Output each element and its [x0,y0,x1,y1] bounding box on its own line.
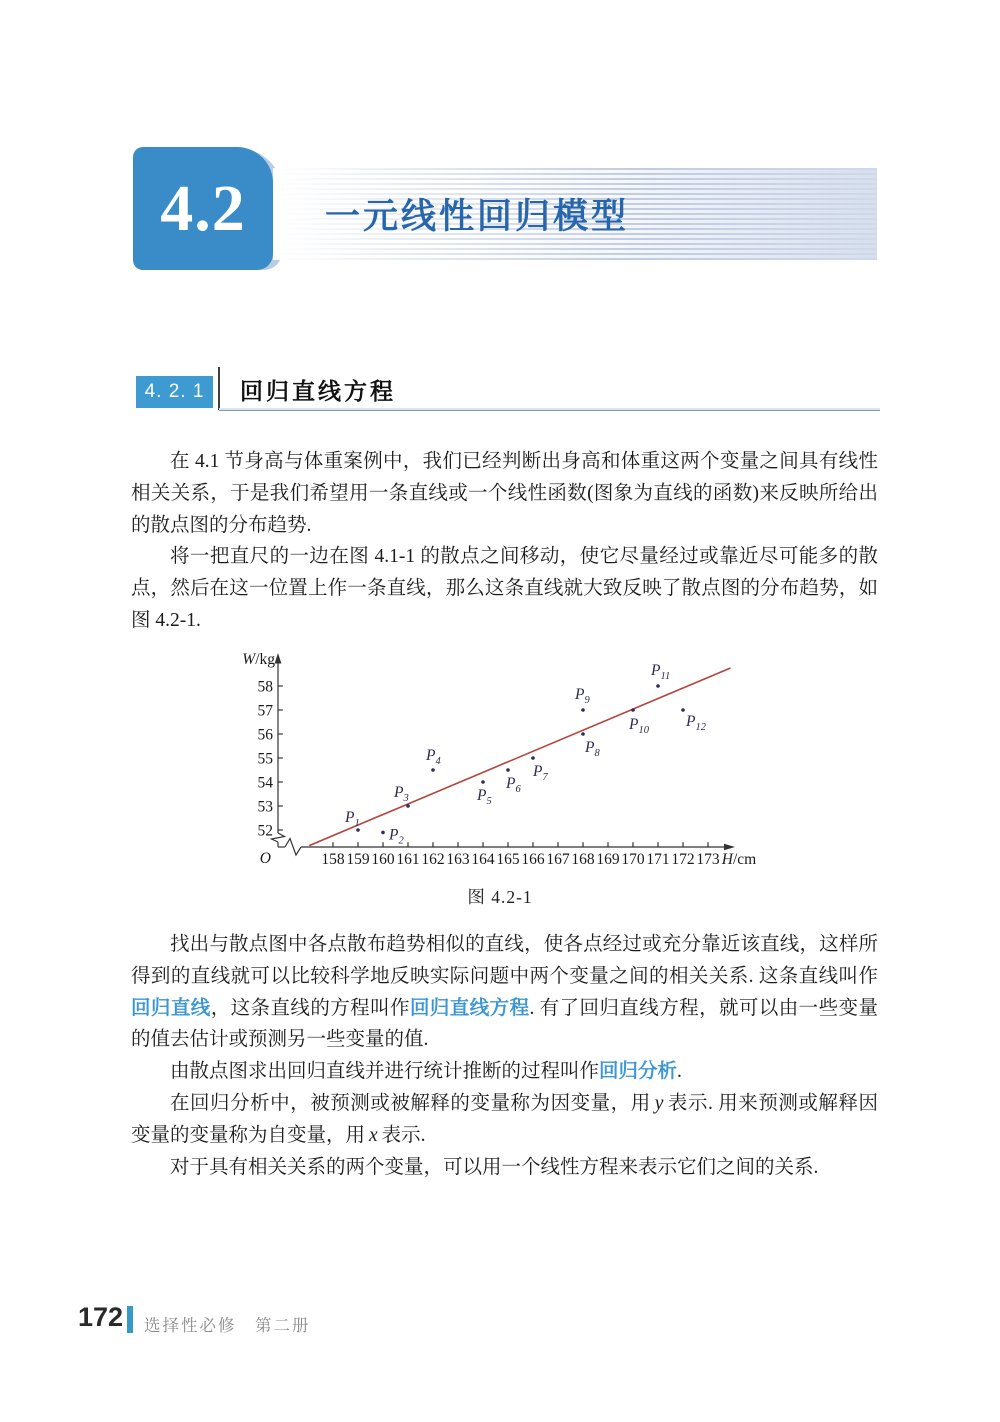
text-run: ，这条直线的方程叫作 [210,997,410,1019]
chapter-banner [273,168,877,260]
x-tick-label: 164 [471,851,495,868]
point-label: $P_1$ [345,809,360,829]
subsection-number-badge [136,376,213,408]
y-axis-break [272,833,285,842]
text-run: 在 4.1 节身高与体重案例中，我们已经判断出身高和体重这两个变量之间具有线性相关关系，于是我们希望用一条直线或一个线性函数(图象为直线的函数)来反映所给出的散点图的分布趋势. [131,451,878,536]
subsection-divider [218,367,220,410]
text-run: 表示. [381,1124,426,1146]
point-label: $P_4$ [426,747,441,767]
x-tick-label: 165 [496,851,520,868]
text-run: x [369,1124,378,1146]
paragraph [131,1152,878,1184]
y-axis-label: W/kg [242,651,275,668]
origin-label: O [259,850,271,867]
y-tick-label: 55 [257,750,273,768]
text-run: 在回归分析中，被预测或被解释的变量称为因变量，用 [170,1092,651,1114]
data-point [431,768,435,772]
point-label: $P_5$ [477,787,492,807]
key-term: 回归直线 [131,996,211,1019]
text-run: 对于具有相关关系的两个变量，可以用一个线性方程来表示它们之间的关系. [170,1156,819,1178]
point-label: $P_3$ [394,784,409,804]
trend-line [309,668,730,846]
x-axis-arrow [724,844,735,850]
x-axis-break [285,839,301,856]
paragraph [131,1088,878,1152]
paragraph [131,446,878,541]
data-point [481,780,485,784]
figure-caption: 图 4.2-1 [467,887,533,907]
key-term: 回归直线方程 [409,996,530,1019]
y-axis-arrow [275,653,282,664]
text-block-2 [131,929,878,1183]
x-tick-label: 169 [596,851,620,868]
data-point [406,804,410,808]
point-label: $P_{12}$ [686,713,706,733]
subsection-number: 4. 2. 1 [144,381,205,402]
x-axis-label: H/cm [721,851,757,868]
subsection-underline [219,408,880,411]
x-tick-label: 158 [321,851,345,868]
point-label: $P_{11}$ [651,662,671,682]
y-tick-label: 57 [257,702,273,720]
x-tick-label: 167 [546,851,570,868]
point-label: $P_2$ [389,826,404,847]
x-tick-label: 159 [346,851,370,868]
x-tick-label: 168 [571,851,595,868]
point-label: $P_7$ [533,763,548,783]
chapter-title: 一元线性回归模型 [325,197,630,236]
text-run: . 有了回归直线方程，就可以由一些变量的值去估计或预测另一些变量的值. [131,997,878,1051]
key-term: 回归分析 [599,1060,678,1083]
x-tick-label: 173 [696,851,720,868]
x-tick-label: 161 [396,851,420,868]
subsection-title: 回归直线方程 [240,378,396,404]
y-tick-label: 56 [257,726,273,744]
x-tick-label: 166 [521,851,545,868]
footer-accent-bar [127,1306,133,1333]
data-point [581,708,585,712]
x-tick-label: 171 [646,851,670,868]
page-number: 172 [78,1302,124,1332]
text-block-1 [131,446,878,637]
data-point [656,684,660,688]
data-point [531,756,535,760]
point-label: $P_6$ [506,775,521,795]
chapter-number: 4.2 [160,171,246,245]
data-point [506,768,510,772]
point-label: $P_{10}$ [629,716,649,736]
y-tick-label: 53 [257,798,273,816]
text-run: 将一把直尺的一边在图 4.1-1 的散点之间移动，使它尽量经过或靠近尽可能多的散点，然后在这一位置上作一条直线，那么这条直线就大致反映了散点图的分布趋势，如图 4.2-1. [131,546,878,631]
data-point [381,831,385,835]
paragraph [131,929,878,1056]
x-tick-label: 160 [371,851,395,868]
text-run: y [654,1092,664,1114]
x-tick-label: 162 [421,851,445,868]
point-label: $P_8$ [585,739,600,759]
text-run: 找出与散点图中各点散布趋势相似的直线，使各点经过或充分靠近该直线，这样所得到的直线就可以比较科学地反映实际问题中两个变量之间的相关关系. 这条直线叫作 [131,934,878,987]
y-tick-label: 54 [257,774,273,792]
paragraph [131,1056,878,1088]
chapter-number-box [133,147,273,270]
text-run: . [677,1061,682,1083]
x-tick-label: 170 [621,851,645,868]
data-point [631,708,635,712]
y-tick-label: 52 [257,822,273,840]
footer-book-title: 选择性必修 第二册 [144,1317,311,1335]
scatter-plot [238,642,783,880]
x-tick-label: 163 [446,851,470,868]
y-tick-label: 58 [257,678,273,696]
paragraph [131,541,878,636]
text-run: 由散点图求出回归直线并进行统计推断的过程叫作 [170,1061,600,1083]
data-point [681,708,685,712]
point-label: $P_9$ [575,686,590,706]
text-run: 表示. 用来预测或解释因变量的变量称为自变量，用 [131,1092,878,1146]
x-tick-label: 172 [671,851,695,868]
data-point [581,732,585,736]
